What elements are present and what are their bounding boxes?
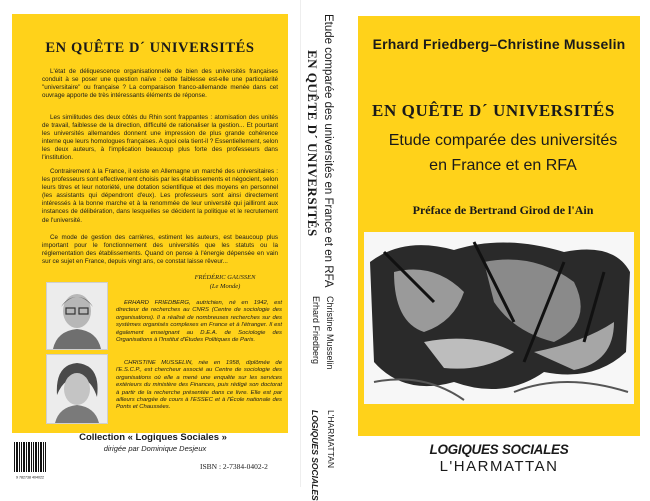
author-photo-musselin — [46, 354, 108, 424]
front-cover-preface: Préface de Bertrand Girod de l'Ain — [412, 203, 594, 217]
front-cover-subtitle: en France et en RFA — [429, 157, 577, 174]
isbn: ISBN : 2-7384-0402-2 — [200, 462, 268, 471]
spine-publisher-name: L'HARMATTAN — [326, 410, 336, 468]
front-cover-authors: Erhard Friedberg–Christine Musselin — [372, 36, 626, 52]
spine-subtitle: Etude comparée des universités en France et en RFA — [322, 14, 334, 288]
collection-director: dirigée par Dominique Desjeux — [103, 444, 207, 453]
front-publisher-name: L'HARMATTAN — [439, 458, 559, 475]
back-cover-paragraph: L'état de déliquescence organisationnelle de bien des universités françaises conduit à se poser une question naïve : cette faiblesse est-elle une particularité "universitaire" ou française ? La comparaison franco-allemande menée dans cet ouvrage apporte de très intéressants éléments de réponse. — [42, 68, 278, 100]
back-cover-title: EN QUÊTE D´ UNIVERSITÉS — [45, 40, 255, 56]
collection-name: Collection « Logiques Sociales » — [79, 432, 227, 443]
spine-author: Erhard Friedberg — [311, 296, 321, 365]
spine-publisher-collection: LOGIQUES SOCIALES — [310, 410, 320, 501]
author-photo-friedberg — [46, 282, 108, 350]
back-cover-paragraph: Contrairement à la France, il existe en Allemagne un marché des universitaires : les professeurs sont effectivement choisis par les établissements et négocient, selon leurs titres et leur notoriété, une dotation scientifique et des moyens en personnel (les assistants qui dépendront d'eux). Les professeurs sont ainsi directement intéressés à la bonne marche et à la renommée de leur université qui jailliront aux instances de délibération, dans lesquelles se décident la politique et le recrutement de l'université. — [42, 168, 278, 224]
front-cover-title: EN QUÊTE D´ UNIVERSITÉS — [372, 101, 615, 120]
front-cover-subtitle: Etude comparée des universités — [388, 132, 618, 149]
barcode-number: 9 782738 404022 — [16, 475, 44, 480]
author-bio-musselin: CHRISTINE MUSSELIN, née en 1958, diplômée de l'E.S.C.P., est chercheur associé au Centre de sociologie des organisations où elle a mené une enquête sur les services extérieurs du ministère des Finances, puis rédigé son doctorat à partir de la recherche présentée dans ce livre. Elle est par ailleurs chargée de cours à l'ESSEC et à l'École nationale des Ponts et Chaussées. — [116, 360, 282, 411]
author-bio-friedberg: ERHARD FRIEDBERG, autrichien, né en 1942, est directeur de recherches au CNRS (Centre de sociologie des organisations). Il a réalisé de nombreuses recherches sur des systèmes organisés complexes en France et à l'étranger. Il est également enseignant au D.E.A. de Sociologie des Organisations à l'Institut d'Études Politiques de Paris. — [116, 300, 282, 344]
back-cover-paragraph: Ce mode de gestion des carrières, estiment les auteurs, est beaucoup plus important pour le fonctionnement des universités que les statuts ou la réglementation des établissements. Quand on pense à l'énergie dépensée en vain sur ce sujet en France, depuis vingt ans, ce constat laisse rêveur... — [42, 234, 278, 266]
spine-title: EN QUÊTE D´ UNIVERSITÉS — [305, 50, 320, 237]
cover-artwork — [364, 232, 634, 404]
front-publisher-collection: LOGIQUES SOCIALES — [429, 442, 569, 457]
quote-attribution — [170, 273, 280, 291]
quote-author: FRÉDÉRIC GAUSSEN — [194, 274, 256, 281]
quote-source: (Le Monde) — [209, 283, 241, 290]
barcode — [12, 440, 48, 480]
back-cover-paragraph: Les similitudes des deux côtés du Rhin sont frappantes : atomisation des unités de travail, faiblesse de la direction, difficulté de rationaliser la gestion... Et pourtant les universités allemandes donnent une impression de plus grande cohérence interne que leurs homologues françaises. A quoi cela tient-il ? Essentiellement, selon les deux auteurs, à l'implication beaucoup plus forte des professeurs dans l'institution. — [42, 114, 278, 162]
spine-author: Christine Musselin — [325, 296, 335, 370]
